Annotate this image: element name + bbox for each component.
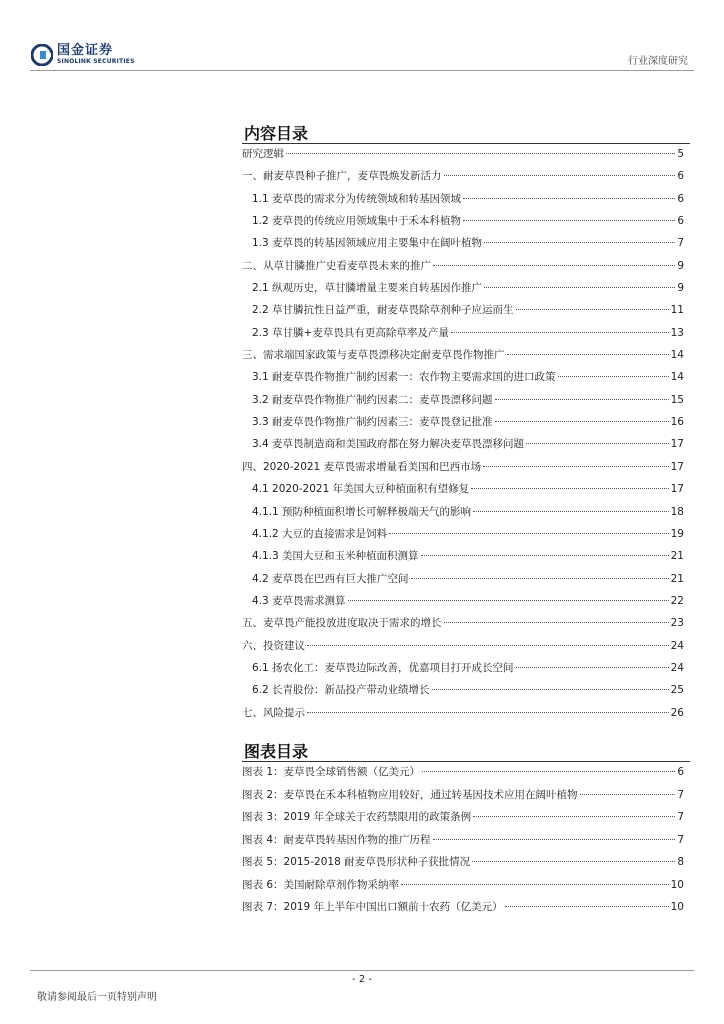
leader-dots bbox=[432, 689, 669, 690]
leader-dots bbox=[389, 533, 669, 534]
leader-dots bbox=[444, 622, 669, 623]
figure-entry-page: 7 bbox=[677, 788, 684, 801]
figure-entry-page: 7 bbox=[677, 811, 684, 823]
leader-dots bbox=[401, 884, 669, 885]
header-divider bbox=[30, 70, 694, 71]
figure-entry[interactable] bbox=[242, 764, 684, 787]
toc-entry[interactable] bbox=[242, 146, 684, 168]
toc-entry[interactable] bbox=[242, 615, 684, 637]
leader-dots bbox=[444, 175, 676, 176]
leader-dots bbox=[505, 906, 669, 907]
figure-entry-label: 图表 7：2019 年上半年中国出口额前十农药（亿美元） bbox=[242, 901, 503, 913]
leader-dots bbox=[451, 332, 669, 333]
toc-entry-label: 4.1.3 美国大豆和玉米种植面积测算 bbox=[252, 550, 419, 563]
page-number: - 2 - bbox=[352, 974, 372, 985]
figure-entry-page: 8 bbox=[677, 856, 684, 868]
figure-entry-label: 图表 1：麦草畏全球销售额（亿美元） bbox=[242, 766, 421, 778]
figure-entry[interactable] bbox=[242, 832, 684, 855]
toc-entry-page: 23 bbox=[670, 617, 684, 630]
toc-entry[interactable] bbox=[242, 459, 684, 481]
figure-entry[interactable] bbox=[242, 787, 684, 810]
toc-entry-page: 5 bbox=[677, 148, 684, 160]
toc-entry-label: 4.2 麦草畏在巴西有巨大推广空间 bbox=[252, 572, 409, 585]
toc-entry-label: 二、从草甘膦推广史看麦草畏未来的推广 bbox=[242, 259, 431, 272]
figure-list-title: 图表目录 bbox=[244, 742, 309, 761]
figure-entry-page: 6 bbox=[677, 766, 684, 778]
figure-entry-label: 图表 2：麦草畏在禾本科植物应用较好，通过转基因技术应用在阔叶植物 bbox=[242, 788, 578, 801]
toc-entry-page: 11 bbox=[670, 304, 684, 317]
toc-title-divider bbox=[242, 143, 690, 144]
toc-entry[interactable] bbox=[242, 682, 684, 704]
toc-entry-label: 四、2020-2021 麦草畏需求增量看美国和巴西市场 bbox=[242, 460, 482, 473]
toc-entry-page: 6 bbox=[677, 215, 684, 228]
toc-entry-label: 2.3 草甘膦+麦草畏具有更高除草率及产量 bbox=[252, 326, 449, 339]
toc-entry-label: 1.1 麦草畏的需求分为传统领域和转基因领域 bbox=[252, 192, 462, 205]
toc-entry[interactable] bbox=[242, 548, 684, 570]
toc-entry-page: 22 bbox=[670, 594, 684, 607]
leader-dots bbox=[484, 287, 675, 288]
toc-entry[interactable] bbox=[242, 705, 684, 727]
leader-dots bbox=[463, 198, 675, 199]
figure-entry[interactable] bbox=[242, 877, 684, 900]
figure-entry-page: 10 bbox=[670, 878, 684, 891]
leader-dots bbox=[473, 816, 675, 817]
toc-entry[interactable] bbox=[242, 593, 684, 615]
leader-dots bbox=[516, 309, 669, 310]
figure-entry-label: 图表 4：耐麦草畏转基因作物的推广历程 bbox=[242, 833, 431, 846]
toc-entry-label: 2.1 纵观历史，草甘膦增量主要来自转基因作推广 bbox=[252, 282, 483, 295]
toc-entry[interactable] bbox=[242, 660, 684, 682]
toc-entry-page: 21 bbox=[670, 550, 684, 563]
leader-dots bbox=[484, 242, 675, 243]
toc-entry-label: 一、耐麦草畏种子推广，麦草畏焕发新活力 bbox=[242, 170, 442, 183]
toc-entry-label: 五、麦草畏产能投放进度取决于需求的增长 bbox=[242, 617, 442, 630]
report-type-label: 行业深度研究 bbox=[628, 56, 688, 67]
leader-dots bbox=[495, 421, 669, 422]
toc-entry-page: 9 bbox=[677, 282, 684, 295]
toc-entry-page: 24 bbox=[670, 661, 684, 674]
brand-logo bbox=[31, 44, 135, 66]
toc-entry-page: 6 bbox=[677, 170, 684, 183]
toc-entry-label: 六、投资建议 bbox=[242, 639, 305, 652]
toc-entry[interactable] bbox=[242, 369, 684, 391]
sinolink-logo-icon bbox=[31, 44, 53, 66]
toc-entry-label: 三、需求端国家政策与麦草畏漂移决定耐麦草畏作物推广 bbox=[242, 349, 505, 362]
toc-entry-label: 研究逻辑 bbox=[242, 148, 284, 160]
figure-list bbox=[242, 764, 684, 922]
toc-entry[interactable] bbox=[242, 280, 684, 302]
toc-entry[interactable] bbox=[242, 414, 684, 436]
toc-entry-page: 9 bbox=[677, 259, 684, 272]
toc-entry[interactable] bbox=[242, 436, 684, 458]
toc-entry-label: 1.3 麦草畏的转基因领域应用主要集中在阔叶植物 bbox=[252, 237, 483, 250]
figure-entry-label: 图表 6：美国耐除草剂作物采纳率 bbox=[242, 878, 400, 891]
toc-entry-label: 4.3 麦草畏需求测算 bbox=[252, 594, 346, 607]
leader-dots bbox=[516, 667, 669, 668]
toc-entry-label: 3.4 麦草畏制造商和美国政府都在努力解决麦草畏漂移问题 bbox=[252, 438, 525, 451]
footer-divider bbox=[30, 970, 694, 971]
leader-dots bbox=[580, 794, 676, 795]
figure-entry-label: 图表 3：2019 年全球关于农药禁限用的政策条例 bbox=[242, 811, 472, 823]
toc-entry-page: 14 bbox=[670, 371, 684, 384]
leader-dots bbox=[286, 153, 675, 154]
toc-entry-page: 17 bbox=[670, 483, 684, 496]
toc-entry-label: 6.1 扬农化工：麦草畏边际改善，优嘉项目打开成长空间 bbox=[252, 661, 514, 674]
toc-entry[interactable] bbox=[242, 302, 684, 324]
toc-entry-label: 1.2 麦草畏的传统应用领域集中于禾本科植物 bbox=[252, 215, 462, 228]
toc-entry[interactable] bbox=[242, 191, 684, 213]
toc-entry[interactable] bbox=[242, 638, 684, 660]
leader-dots bbox=[463, 220, 675, 221]
toc-entry-page: 18 bbox=[670, 505, 684, 518]
leader-dots bbox=[433, 265, 675, 266]
toc-entry-page: 17 bbox=[670, 438, 684, 451]
toc-entry[interactable] bbox=[242, 571, 684, 593]
toc-entry-page: 21 bbox=[670, 572, 684, 585]
logo-name-en: SINOLINK SECURITIES bbox=[57, 58, 135, 65]
toc-entry[interactable] bbox=[242, 213, 684, 235]
leader-dots bbox=[526, 443, 669, 444]
figure-entry[interactable] bbox=[242, 899, 684, 922]
leader-dots bbox=[558, 376, 669, 377]
toc-entry[interactable] bbox=[242, 526, 684, 548]
figure-entry[interactable] bbox=[242, 854, 684, 877]
toc-entry-label: 七、风险提示 bbox=[242, 706, 305, 719]
toc-entry-label: 4.1 2020-2021 年美国大豆种植面积有望修复 bbox=[252, 483, 470, 496]
figure-entry-label: 图表 5：2015-2018 耐麦草畏形状种子获批情况 bbox=[242, 856, 471, 868]
toc-entry-page: 6 bbox=[677, 192, 684, 205]
toc-entry[interactable] bbox=[242, 504, 684, 526]
figure-entry-page: 10 bbox=[670, 901, 684, 913]
page-header bbox=[0, 0, 724, 80]
leader-dots bbox=[307, 712, 669, 713]
toc-entry-label: 2.2 草甘膦抗性日益严重，耐麦草畏除草剂种子应运而生 bbox=[252, 304, 514, 317]
toc-entry-label: 4.1.1 预防种植面积增长可解释极端天气的影响 bbox=[252, 505, 472, 518]
leader-dots bbox=[348, 600, 669, 601]
leader-dots bbox=[495, 399, 669, 400]
toc-entry-label: 4.1.2 大豆的直接需求是饲料 bbox=[252, 527, 388, 540]
toc-entry[interactable] bbox=[242, 325, 684, 347]
toc-entry-page: 16 bbox=[670, 416, 684, 429]
toc-entry-label: 3.1 耐麦草畏作物推广制约因素一：农作物主要需求国的进口政策 bbox=[252, 371, 556, 384]
toc-entry-page: 19 bbox=[670, 527, 684, 540]
toc-entry[interactable] bbox=[242, 347, 684, 369]
leader-dots bbox=[473, 511, 669, 512]
toc-entry[interactable] bbox=[242, 481, 684, 503]
toc-entry[interactable] bbox=[242, 258, 684, 280]
toc-entry-page: 7 bbox=[677, 237, 684, 250]
figure-list-title-divider bbox=[242, 761, 690, 762]
toc-entry-label: 3.3 耐麦草畏作物推广制约因素三：麦草畏登记批准 bbox=[252, 416, 493, 429]
figure-entry[interactable] bbox=[242, 809, 684, 832]
leader-dots bbox=[483, 466, 669, 467]
disclaimer-note: 敬请参阅最后一页特别声明 bbox=[37, 992, 157, 1003]
table-of-contents bbox=[242, 146, 684, 727]
toc-entry[interactable] bbox=[242, 392, 684, 414]
leader-dots bbox=[421, 555, 669, 556]
toc-entry-label: 3.2 耐麦草畏作物推广制约因素二：麦草畏漂移问题 bbox=[252, 393, 493, 406]
toc-entry-label: 6.2 长青股份：新品投产带动业绩增长 bbox=[252, 684, 430, 697]
leader-dots bbox=[433, 839, 676, 840]
toc-entry-page: 14 bbox=[670, 349, 684, 362]
leader-dots bbox=[422, 771, 675, 772]
leader-dots bbox=[472, 861, 675, 862]
toc-entry[interactable] bbox=[242, 235, 684, 257]
leader-dots bbox=[471, 488, 669, 489]
leader-dots bbox=[411, 578, 669, 579]
toc-entry-page: 13 bbox=[670, 326, 684, 339]
toc-entry-page: 25 bbox=[670, 684, 684, 697]
toc-entry-page: 15 bbox=[670, 393, 684, 406]
figure-entry-page: 7 bbox=[677, 833, 684, 846]
leader-dots bbox=[307, 645, 669, 646]
toc-entry-page: 24 bbox=[670, 639, 684, 652]
toc-entry-page: 17 bbox=[670, 460, 684, 473]
toc-title: 内容目录 bbox=[244, 124, 309, 143]
toc-entry[interactable] bbox=[242, 168, 684, 190]
logo-name-cn: 国金证券 bbox=[57, 43, 114, 58]
toc-entry-page: 26 bbox=[670, 706, 684, 719]
leader-dots bbox=[507, 354, 669, 355]
